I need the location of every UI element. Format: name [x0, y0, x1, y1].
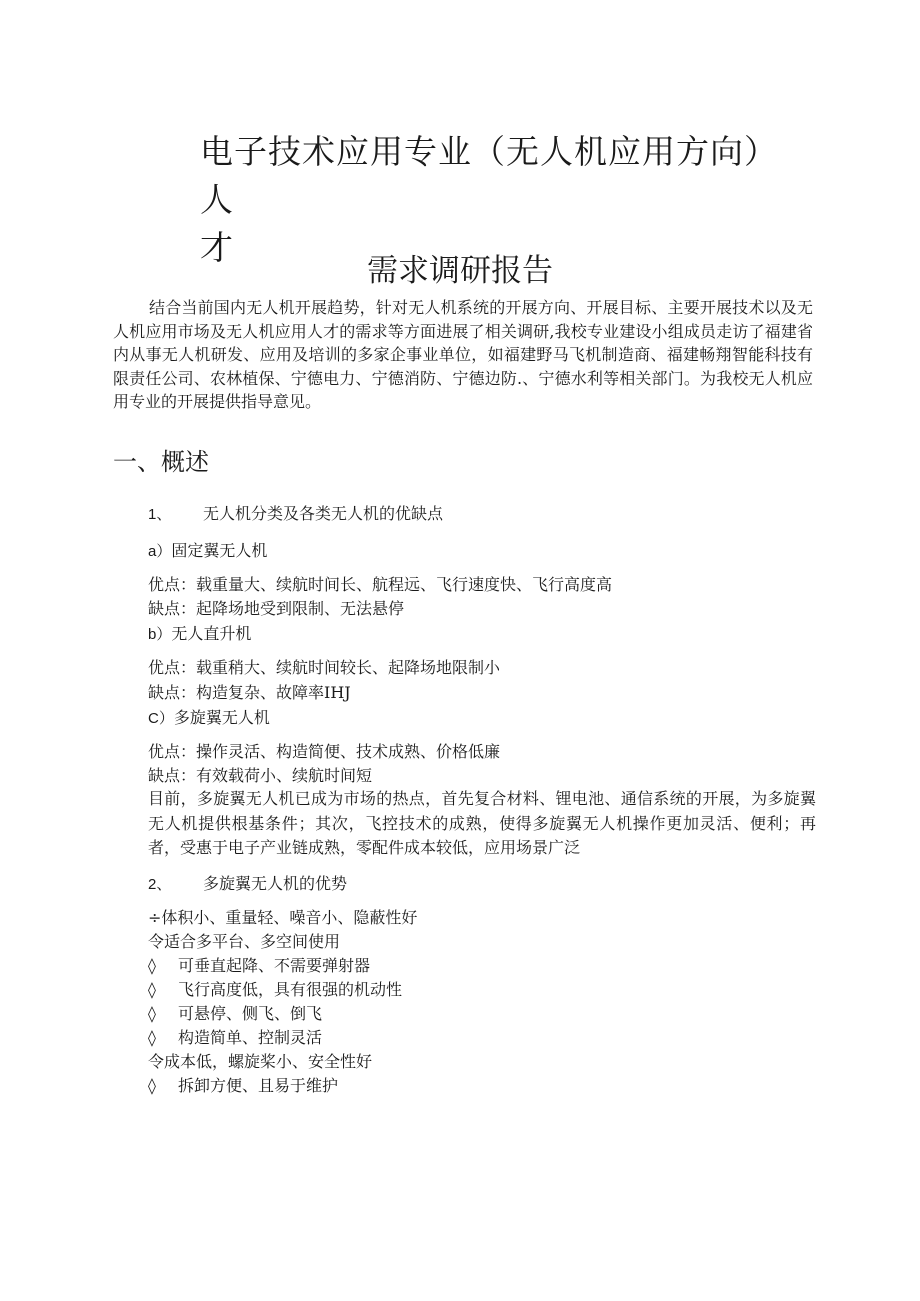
- subsection-number: 2、: [148, 876, 172, 893]
- advantage-item: [148, 978, 402, 1002]
- fixed-wing-pros: 优点：载重量大、续航时间长、航程远、飞行速度快、飞行高度高: [148, 575, 613, 594]
- type-text: 无人直升机: [171, 624, 252, 643]
- diamond-bullet-icon: ◊: [148, 980, 156, 999]
- type-label: a）: [148, 543, 172, 560]
- multirotor-pros: 优点：操作灵活、构造简便、技术成熟、价格低廉: [148, 742, 501, 761]
- diamond-bullet-icon: ◊: [148, 1028, 156, 1047]
- diamond-bullet-icon: ◊: [148, 956, 156, 975]
- multirotor-cons: 缺点：有效载荷小、续航时间短: [148, 766, 373, 785]
- helicopter-cons: 缺点：构造复杂、故障率IHJ: [148, 683, 351, 702]
- advantage-item: [148, 1002, 322, 1026]
- title-line-1: 电子技术应用专业（无人机应用方向）人: [200, 132, 778, 219]
- advantage-item: 令适合多平台、多空间使用: [148, 932, 341, 951]
- type-label: b）: [148, 626, 172, 643]
- advantage-text: 可垂直起降、不需要弹射器: [178, 956, 371, 975]
- title-line-1-continued: 才: [200, 228, 234, 267]
- helicopter-pros: 优点：载重稍大、续航时间较长、起降场地限制小: [148, 658, 501, 677]
- subsection-title: 多旋翼无人机的优势: [203, 874, 348, 893]
- type-fixed-wing: [148, 539, 267, 564]
- section-heading-overview: 一、概述: [113, 448, 209, 476]
- type-multirotor: [148, 706, 270, 731]
- advantage-item: [148, 1026, 322, 1050]
- type-label: C）: [148, 710, 174, 727]
- advantage-item: [148, 1074, 338, 1098]
- type-text: 多旋翼无人机: [173, 708, 270, 727]
- advantage-item: [148, 954, 370, 978]
- diamond-bullet-icon: ◊: [148, 1076, 156, 1095]
- advantage-text: 飞行高度低，具有很强的机动性: [178, 980, 403, 999]
- subsection-title: 无人机分类及各类无人机的优缺点: [203, 504, 444, 523]
- type-helicopter: [148, 622, 251, 647]
- subsection-heading-2: [148, 872, 347, 897]
- subsection-number: 1、: [148, 506, 172, 523]
- subsection-heading-1: [148, 502, 443, 527]
- current-status-paragraph: 目前，多旋翼无人机已成为市场的热点，首先复合材料、锂电池、通信系统的开展，为多旋翼无人机提供根基条件；其次，飞控技术的成熟，使得多旋翼无人机操作更加灵活、便利；再者，受惠于电子产业链成熟，零配件成本较低，应用场景广泛: [148, 789, 816, 857]
- advantage-text: 构造简单、控制灵活: [178, 1028, 323, 1047]
- fixed-wing-cons: 缺点：起降场地受到限制、无法悬停: [148, 599, 405, 618]
- document-subtitle: 需求调研报告: [367, 253, 553, 289]
- advantage-item: ÷体积小、重量轻、噪音小、隐蔽性好: [148, 908, 418, 927]
- type-text: 固定翼无人机: [171, 541, 268, 560]
- intro-paragraph: 结合当前国内无人机开展趋势，针对无人机系统的开展方向、开展目标、主要开展技术以及无人机应用市场及无人机应用人才的需求等方面进展了相关调研,我校专业建设小组成员走访了福建省内从事无人机研发、应用及培训的多家企事业单位，如福建野马飞机制造商、福建畅翔智能科技有限责任公司、农林植保、宁德电力、宁德消防、宁德边防.、宁德水利等相关部门。为我校无人机应用专业的开展提供指导意见。: [113, 298, 813, 411]
- advantage-item: 令成本低，螺旋桨小、安全性好: [148, 1052, 373, 1071]
- advantage-text: 拆卸方便、且易于维护: [178, 1076, 339, 1095]
- advantage-text: 可悬停、侧飞、倒飞: [178, 1004, 323, 1023]
- diamond-bullet-icon: ◊: [148, 1004, 156, 1023]
